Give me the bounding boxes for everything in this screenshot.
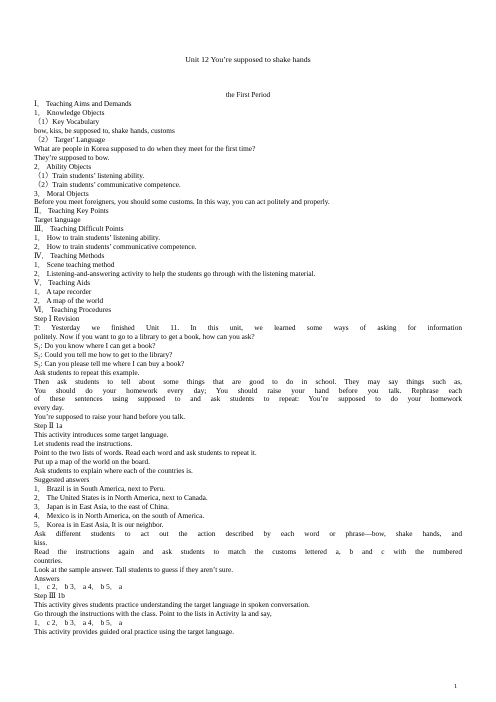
- text-line: This activity provides guided oral practice using the target language.: [34, 627, 235, 637]
- text-line: 1． A tape recorder: [34, 287, 92, 297]
- text-line: 1． How to train students’ listening ability.: [34, 233, 161, 243]
- text-line: Ask different students to act out the action described by each word or phrase—bow, shake hands, and: [34, 528, 462, 538]
- text-line: This activity introduces some target language.: [34, 430, 169, 440]
- text-line: You should do your homework every day; You should raise your hand before you talk. Rephrase each: [34, 385, 462, 395]
- text-line: 1． Brazil is in South America, next to Peru.: [34, 483, 165, 493]
- text-line: 2． Ability Objects: [34, 161, 92, 171]
- text-line: Put up a map of the world on the board.: [34, 457, 150, 467]
- text-line: Ⅲ． Teaching Difficult Points: [34, 224, 124, 234]
- text-line: Step Ⅲ 1b: [34, 591, 65, 601]
- text-line: Step Ⅰ Revision: [34, 313, 80, 323]
- text-line: （2）Train students’ communicative competence.: [34, 179, 181, 189]
- text-line: countries.: [34, 555, 63, 565]
- document-title: Unit 12 You’re supposed to shake hands: [185, 55, 311, 64]
- text-line: 3． Moral Objects: [34, 188, 89, 198]
- text-line: What are people in Korea supposed to do when they meet for the first time?: [34, 143, 256, 153]
- text-line: Ⅰ． Teaching Aims and Demands: [34, 99, 132, 108]
- text-line: Read the instructions again and ask students to match the customs lettered a, b and c with the numbered: [34, 546, 462, 556]
- page-number: 1: [454, 683, 458, 690]
- text-line: 2． A map of the world: [34, 295, 104, 305]
- text-line: This activity gives students practice understanding the target language in spoken conversation.: [34, 600, 310, 610]
- text-line: Then ask students to tell about some things that are good to do in school. They may say things such as,: [34, 376, 462, 386]
- document-body: [34, 100, 462, 637]
- text-line: 1． Knowledge Objects: [34, 107, 105, 117]
- text-line: Ⅵ． Teaching Procedures: [34, 304, 112, 314]
- text-line: Ⅱ． Teaching Key Points: [34, 206, 109, 216]
- text-line: Look at the sample answer. Tall students to guess if they aren’t sure.: [34, 564, 234, 574]
- text-line: Point to the two lists of words. Read each word and ask students to repeat it.: [34, 448, 257, 458]
- text-line: Ⅳ． Teaching Methods: [34, 251, 105, 261]
- text-line: politely. Now if you want to go to a library to get a book, how can you ask?: [34, 331, 255, 341]
- text-line: You’re supposed to raise your hand before you talk.: [34, 412, 186, 422]
- text-line: 2． How to train students’ communicative competence.: [34, 242, 197, 252]
- text-line: Suggested answers: [34, 475, 90, 485]
- text-line: 1． Scene teaching method: [34, 260, 115, 270]
- text-line: 4． Mexico is in North America, on the south of America.: [34, 510, 205, 520]
- text-line: 2． The United States is in North America, next to Canada.: [34, 492, 208, 502]
- text-line: （1）Train students’ listening ability.: [34, 170, 145, 180]
- text-line: Step Ⅱ 1a: [34, 421, 63, 431]
- text-line: every day.: [34, 403, 64, 413]
- text-line: S₁: Do you know where I can get a book?: [34, 340, 156, 350]
- text-line: bow, kiss, be supposed to, shake hands, customs: [34, 125, 175, 135]
- text-line: 1． c 2． b 3． a 4． b 5． a: [34, 618, 123, 628]
- text-line: T: Yesterday we finished Unit 11. In this unit, we learned some ways of asking for information: [34, 322, 462, 332]
- text-line: Target language: [34, 215, 81, 225]
- text-line: 3． Japan is in East Asia, to the east of China.: [34, 501, 169, 511]
- text-line: kiss.: [34, 537, 48, 547]
- text-line: Let students read the instructions.: [34, 439, 133, 449]
- text-line: S₂: Could you tell me how to get to the library?: [34, 349, 173, 359]
- text-line: （2） Target’ Language: [34, 134, 105, 144]
- text-line: 5． Korea is in East Asia, It is our neighbor.: [34, 519, 164, 529]
- text-line: Ask students to repeat this example.: [34, 367, 140, 377]
- text-line: 1． c 2． b 3． a 4． b 5． a: [34, 582, 123, 592]
- document-subtitle: the First Period: [225, 91, 271, 99]
- text-line: （1）Key Vocabulary: [34, 116, 100, 126]
- text-line: Before you meet foreigners, you should some customs. In this way, you can act politely and properly.: [34, 197, 330, 207]
- text-line: Ask students to explain where each of the countries is.: [34, 466, 193, 476]
- text-line: 2． Listening-and-answering activity to help the students go through with the listening material.: [34, 269, 316, 279]
- text-line: They’re supposed to bow.: [34, 152, 110, 162]
- text-line: Ⅴ． Teaching Aids: [34, 278, 91, 288]
- text-line: S₃: Can you please tell me where I can buy a book?: [34, 358, 185, 368]
- text-line: Answers: [34, 573, 60, 583]
- text-line: Go through the instructions with the class. Point to the lists in Activity la and say,: [34, 609, 272, 619]
- text-line: of these sentences using supposed to and ask students to repeat: You’re supposed to do your homework: [34, 394, 462, 404]
